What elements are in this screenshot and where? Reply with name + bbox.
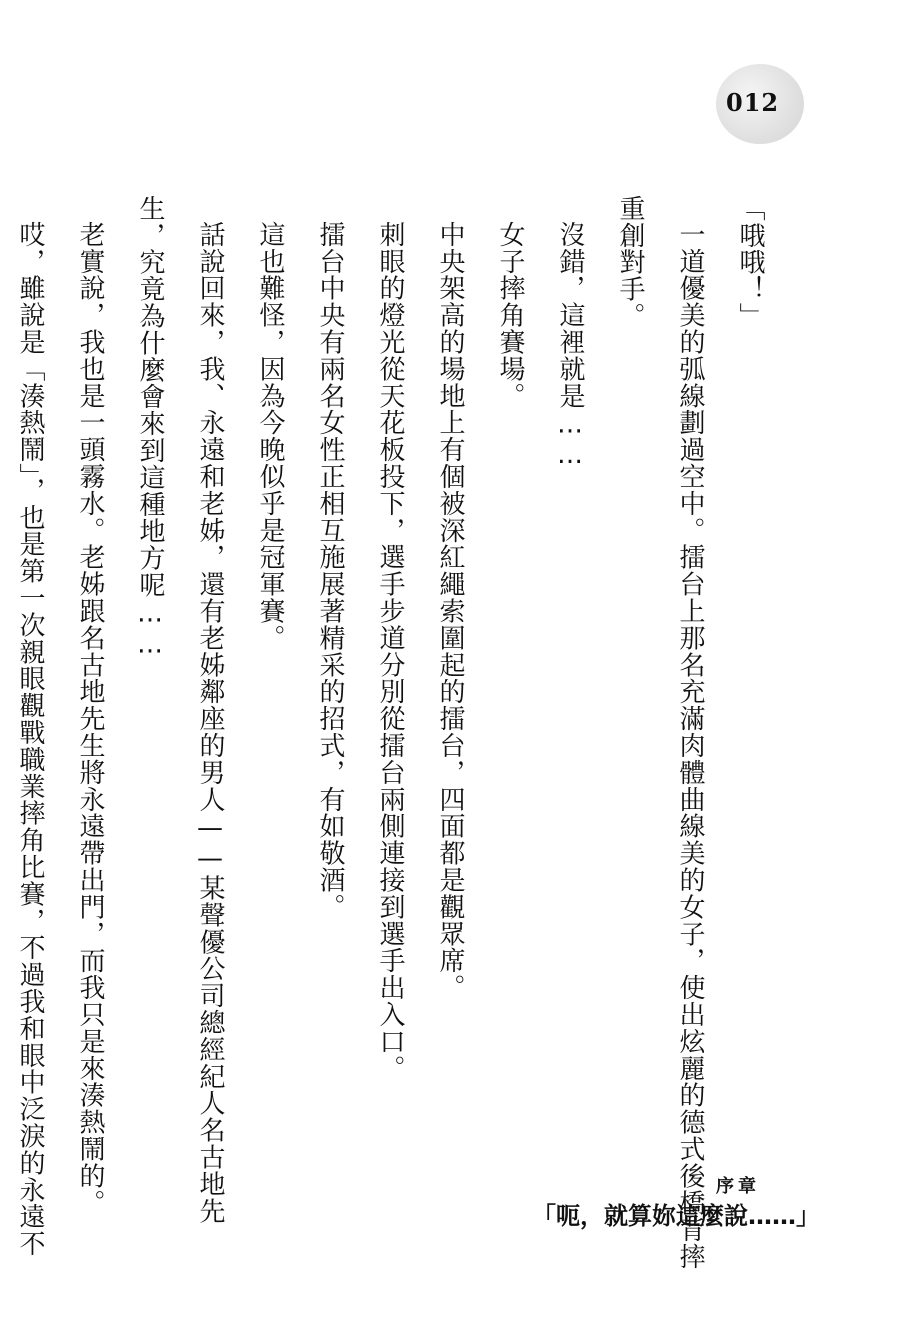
paragraph: 沒錯，這裡就是……: [555, 221, 585, 472]
next-page-quote: 「呃，就算妳這麼說……」: [532, 1202, 820, 1230]
paragraph: 話說回來，我、永遠和老姊，還有老姊鄰座的男人——某聲優公司總經紀人名古地先生，究竟為什麼會來到這種地方呢……: [135, 195, 225, 1225]
paragraph: 刺眼的燈光從天花板投下，選手步道分別從擂台兩側連接到選手出入口。: [375, 221, 405, 1082]
chapter-label: 序章: [716, 1176, 760, 1197]
paragraph: 擂台中央有兩名女性正相互施展著精采的招式，有如敬酒。: [315, 221, 345, 921]
paragraph: 一道優美的弧線劃過空中。擂台上那名充滿肉體曲線美的女子，使出炫麗的德式後橋背摔重創對手。: [615, 195, 705, 1271]
paragraph: 中央架高的場地上有個被深紅繩索圍起的擂台，四面都是觀眾席。: [435, 221, 465, 1002]
paragraph: 女子摔角賽場。: [495, 221, 525, 410]
paragraph: 「哦哦！」: [735, 195, 765, 330]
paragraph: 這也難怪，因為今晚似乎是冠軍賽。: [255, 221, 285, 652]
paragraph: 哎，雖說是「湊熱鬧」，也是第一次親眼觀戰職業摔角比賽，不過我和眼中泛淚的永遠不: [15, 221, 45, 1258]
body-text: [0, 195, 780, 1275]
paragraph: 老實說，我也是一頭霧水。老姊跟名古地先生將永遠帶出門，而我只是來湊熱鬧的。: [75, 221, 105, 1217]
page-number: 012: [726, 88, 780, 117]
